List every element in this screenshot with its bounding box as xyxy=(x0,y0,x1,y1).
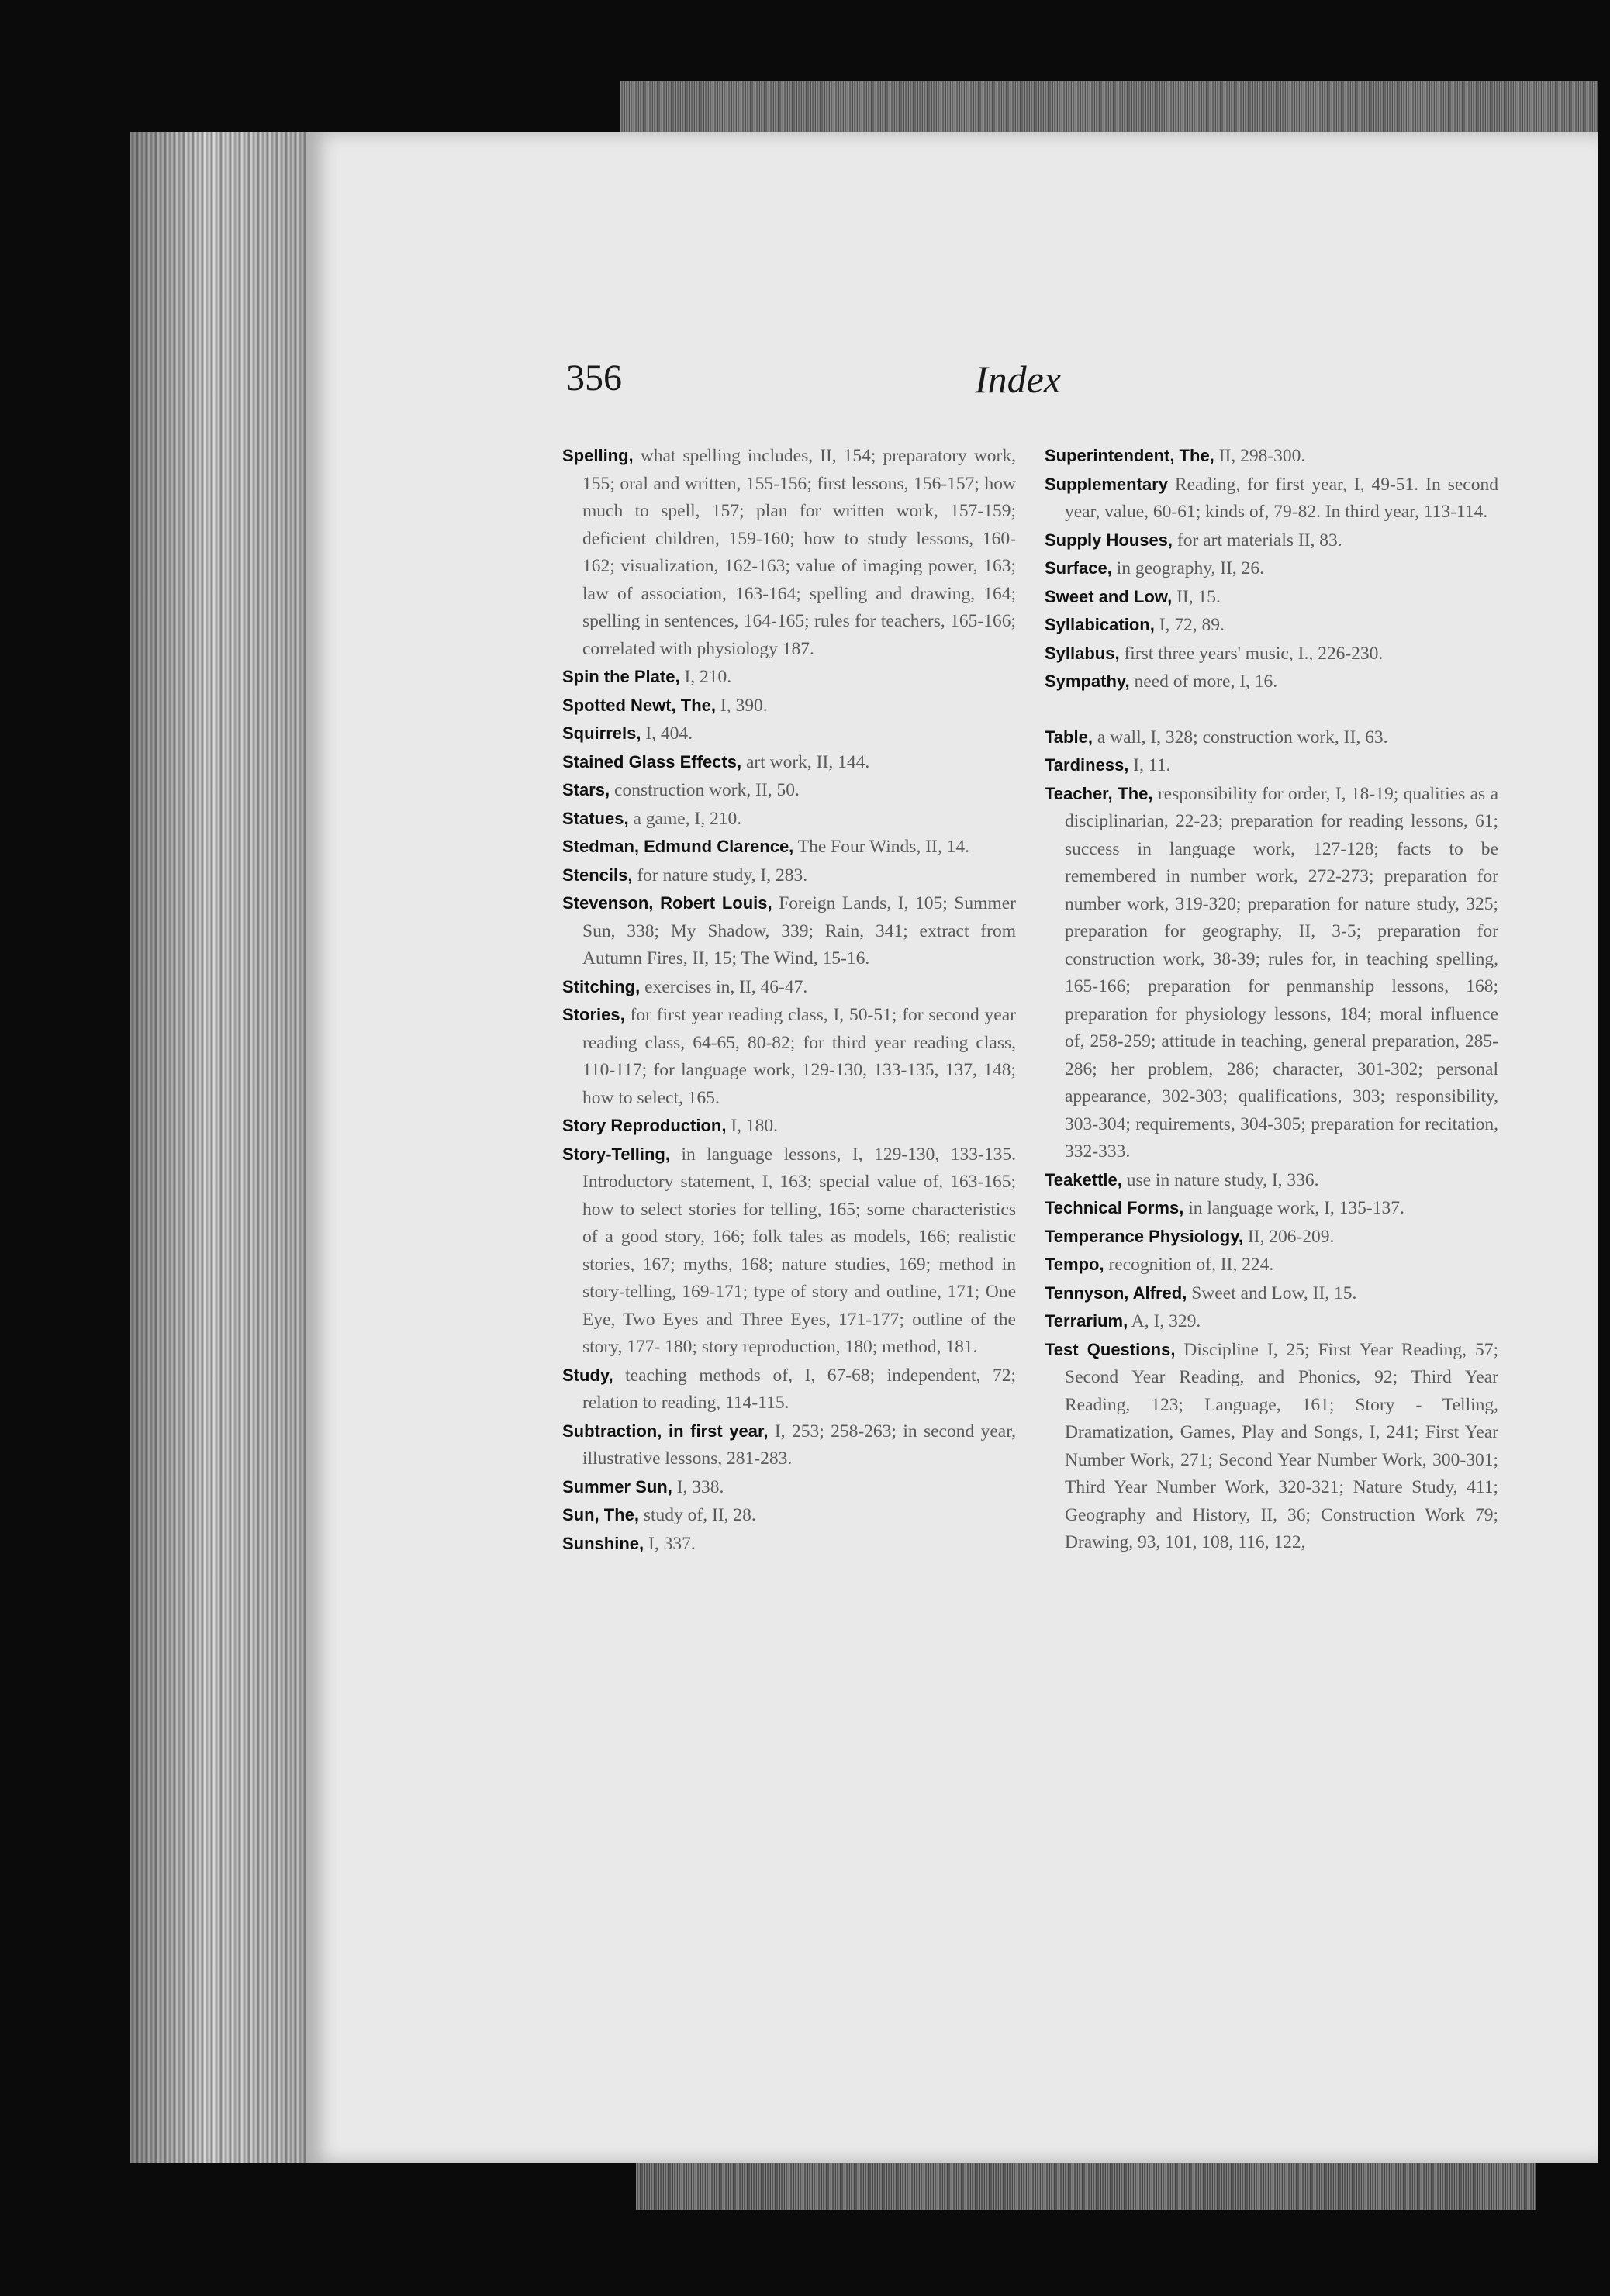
index-references: study of, II, 28. xyxy=(643,1505,756,1525)
page-number: 356 xyxy=(566,357,622,399)
index-term: Temperance Physiology, xyxy=(1045,1226,1243,1246)
index-entry xyxy=(1045,1307,1498,1336)
running-title: Index xyxy=(975,357,1062,401)
index-term: Story Reproduction, xyxy=(562,1116,727,1135)
index-references: I, 180. xyxy=(731,1116,779,1136)
index-references: II, 15. xyxy=(1176,586,1221,607)
index-entry xyxy=(562,1473,1016,1502)
index-term: Summer Sun, xyxy=(562,1476,672,1497)
index-entry xyxy=(1045,471,1498,527)
index-references: II, 206-209. xyxy=(1247,1226,1335,1247)
index-references: Reading, for first year, I, 49-51. In second year, value, 60-61; kinds of, 79-82. In third year, 113-114. xyxy=(1065,474,1498,522)
index-references: a game, I, 210. xyxy=(633,808,742,829)
index-entry xyxy=(562,1001,1016,1112)
index-column-right xyxy=(1045,442,1498,1557)
index-entry xyxy=(562,720,1016,748)
index-term: Supplementary xyxy=(1045,474,1168,494)
page-header xyxy=(306,357,1598,426)
index-group-t xyxy=(1045,723,1498,1557)
index-entry xyxy=(562,692,1016,720)
index-entry xyxy=(1045,611,1498,640)
index-term: Story-Telling, xyxy=(562,1144,670,1164)
index-references: art work, II, 144. xyxy=(745,751,870,772)
index-references: in geography, II, 26. xyxy=(1116,558,1265,578)
index-entry xyxy=(1045,583,1498,612)
index-references: recognition of, II, 224. xyxy=(1108,1255,1274,1275)
index-entry xyxy=(562,973,1016,1002)
index-entry xyxy=(562,748,1016,777)
index-term: Stitching, xyxy=(562,976,641,996)
index-references: I, 338. xyxy=(676,1476,724,1497)
index-term: Tennyson, Alfred, xyxy=(1045,1283,1187,1303)
bottom-page-edges xyxy=(636,2163,1536,2210)
index-references: I, 72, 89. xyxy=(1159,615,1225,635)
index-references: responsibility for order, I, 18-19; qualities as a disciplinarian, 22-23; preparation for reading lessons, 61; success in language work, 127-128; facts to be remembered in number work, 272-273; preparation for number work, 319-320; preparation for nature study, 325; preparation for geography, II, 3-5; preparation for construction work, 38-39; rules for, in teaching spelling, 165-166; preparation for penmanship lessons, 168; preparation for physiology lessons, 184; moral influence of, 258-259; attitude in teaching, general preparation, 285-286; her problem, 286; character, 301-302; personal appearance, 302-303; qualifications, 303; responsibility, 303-304; requirements, 304-305; preparation for recitation, 332-333. xyxy=(1065,783,1499,1162)
index-term: Sympathy, xyxy=(1045,672,1130,691)
index-references: for first year reading class, I, 50-51; for second year reading class, 64-65, 80-82; for third year reading class, 110-117; for language work, 129-130, 133-135, 137, 148; how to select, 165. xyxy=(582,1005,1016,1108)
index-term: Stevenson, Robert Louis, xyxy=(562,893,772,913)
index-entry xyxy=(1045,640,1498,668)
index-term: Spotted Newt, The, xyxy=(562,695,716,715)
index-column-left xyxy=(562,442,1016,1558)
index-references: what spelling includes, II, 154; preparatory work, 155; oral and written, 155-156; first lessons, 156-157; how much to spell, 157; plan for written work, 157-159; deficient children, 159-160; how to study lessons, 160-162; visualization, 162-163; value of imaging power, 163; law of association, 163-164; spelling and drawing, 164; spelling in sentences, 164-165; rules for teachers, 165-166; correlated with physiology 187. xyxy=(582,446,1017,659)
index-term: Sun, The, xyxy=(562,1505,639,1524)
index-entry xyxy=(562,663,1016,692)
top-page-edges xyxy=(620,81,1598,136)
index-term: Syllabication, xyxy=(1045,615,1155,634)
index-term: Syllabus, xyxy=(1045,643,1120,663)
index-references: exercises in, II, 46-47. xyxy=(644,976,808,997)
index-entry xyxy=(1045,1223,1498,1252)
index-entry xyxy=(562,1362,1016,1417)
index-term: Tardiness, xyxy=(1045,755,1129,775)
index-term: Terrarium, xyxy=(1045,1311,1128,1331)
index-term: Study, xyxy=(562,1365,613,1385)
index-entry xyxy=(562,805,1016,834)
index-term: Teakettle, xyxy=(1045,1169,1122,1189)
index-term: Squirrels, xyxy=(562,723,641,743)
index-term: Stedman, Edmund Clarence, xyxy=(562,837,794,856)
index-term: Stars, xyxy=(562,780,610,799)
index-term: Sweet and Low, xyxy=(1045,586,1173,606)
index-term: Spin the Plate, xyxy=(562,667,680,686)
index-term: Sunshine, xyxy=(562,1533,644,1553)
index-entry xyxy=(1045,723,1498,752)
book-page xyxy=(306,132,1598,2163)
index-references: Discipline I, 25; First Year Reading, 57; Second Year Reading, and Phonics, 92; Third Year Reading, 123; Language, 161; Story - Telling, Dramatization, Games, Play and Songs, I, 241; First Year Number Work, 271; Second Year Number Work, 300-301; Third Year Number Work, 320-321; Nature Study, 411; Geography and History, II, 36; Construction Work 79; Drawing, 93, 101, 108, 116, 122, xyxy=(1065,1339,1499,1552)
index-term: Spelling, xyxy=(562,446,634,465)
index-entry xyxy=(1045,1279,1498,1308)
index-references: Foreign Lands, I, 105; Summer Sun, 338; My Shadow, 339; Rain, 341; extract from Autumn Fires, II, 15; The Wind, 15-16. xyxy=(582,893,1017,968)
index-entry xyxy=(562,1501,1016,1530)
index-entry xyxy=(1045,1166,1498,1195)
index-references: teaching methods of, I, 67-68; independent, 72; relation to reading, 114-115. xyxy=(582,1365,1016,1413)
index-references: A, I, 329. xyxy=(1131,1311,1201,1331)
index-term: Statues, xyxy=(562,808,629,828)
index-entry xyxy=(1045,780,1498,1166)
index-references: I, 404. xyxy=(645,723,693,744)
index-references: I, 337. xyxy=(648,1533,696,1554)
index-entry xyxy=(562,1112,1016,1141)
index-references: I, 253; 258-263; in second year, illustrative lessons, 281-283. xyxy=(582,1421,1017,1469)
section-gap xyxy=(1045,696,1498,723)
book-edge-shadow xyxy=(130,132,316,2163)
index-entry xyxy=(562,776,1016,805)
index-term: Stencils, xyxy=(562,865,633,885)
index-term: Subtraction, in first year, xyxy=(562,1421,769,1441)
index-term: Teacher, The, xyxy=(1045,783,1153,803)
index-references: in language work, I, 135-137. xyxy=(1188,1198,1404,1218)
index-entry xyxy=(1045,1251,1498,1279)
index-references: The Four Winds, II, 14. xyxy=(797,837,969,857)
index-entry xyxy=(1045,668,1498,696)
index-group-s xyxy=(1045,442,1498,696)
index-references: first three years' music, I., 226-230. xyxy=(1124,643,1384,664)
index-references: I, 210. xyxy=(684,667,732,687)
index-entry xyxy=(1045,442,1498,471)
index-references: Sweet and Low, II, 15. xyxy=(1191,1283,1357,1303)
index-entry xyxy=(562,1530,1016,1559)
index-entry xyxy=(562,442,1016,663)
index-references: construction work, II, 50. xyxy=(614,780,800,800)
index-term: Table, xyxy=(1045,727,1093,747)
index-entry xyxy=(562,1417,1016,1473)
index-term: Stained Glass Effects, xyxy=(562,751,742,772)
index-references: use in nature study, I, 336. xyxy=(1126,1169,1319,1190)
index-references: need of more, I, 16. xyxy=(1134,672,1278,692)
index-references: II, 298-300. xyxy=(1218,446,1306,466)
index-references: in language lessons, I, 129-130, 133-135. Introductory statement, I, 163; special value of, 163-165; how to select stories for telling, 165; some characteristics of a good story, 166; folk tales as models, 166; realistic stories, 167; myths, 168; nature studies, 169; method in story-telling, 169-171; type of story and outline, 171; One Eye, Two Eyes and Three Eyes, 171-177; outline of the story, 177- 180; story reproduction, 180; method, 181. xyxy=(582,1144,1016,1357)
index-entry xyxy=(1045,1336,1498,1557)
index-term: Tempo, xyxy=(1045,1255,1104,1274)
index-term: Surface, xyxy=(1045,558,1112,578)
index-entry xyxy=(1045,751,1498,780)
index-term: Supply Houses, xyxy=(1045,530,1173,550)
index-term: Test Questions, xyxy=(1045,1339,1176,1359)
index-entry xyxy=(1045,554,1498,583)
index-references: I, 11. xyxy=(1133,755,1171,775)
index-entry xyxy=(1045,527,1498,555)
index-references: for nature study, I, 283. xyxy=(637,865,808,886)
index-entry xyxy=(562,889,1016,973)
index-entry xyxy=(562,861,1016,890)
index-term: Technical Forms, xyxy=(1045,1198,1184,1217)
index-term: Stories, xyxy=(562,1005,625,1024)
index-references: I, 390. xyxy=(720,695,768,716)
index-references: for art materials II, 83. xyxy=(1176,530,1342,551)
index-entry xyxy=(562,833,1016,861)
index-entry xyxy=(562,1141,1016,1362)
index-entry xyxy=(1045,1194,1498,1223)
index-references: a wall, I, 328; construction work, II, 63. xyxy=(1097,727,1388,747)
index-term: Superintendent, The, xyxy=(1045,446,1214,465)
